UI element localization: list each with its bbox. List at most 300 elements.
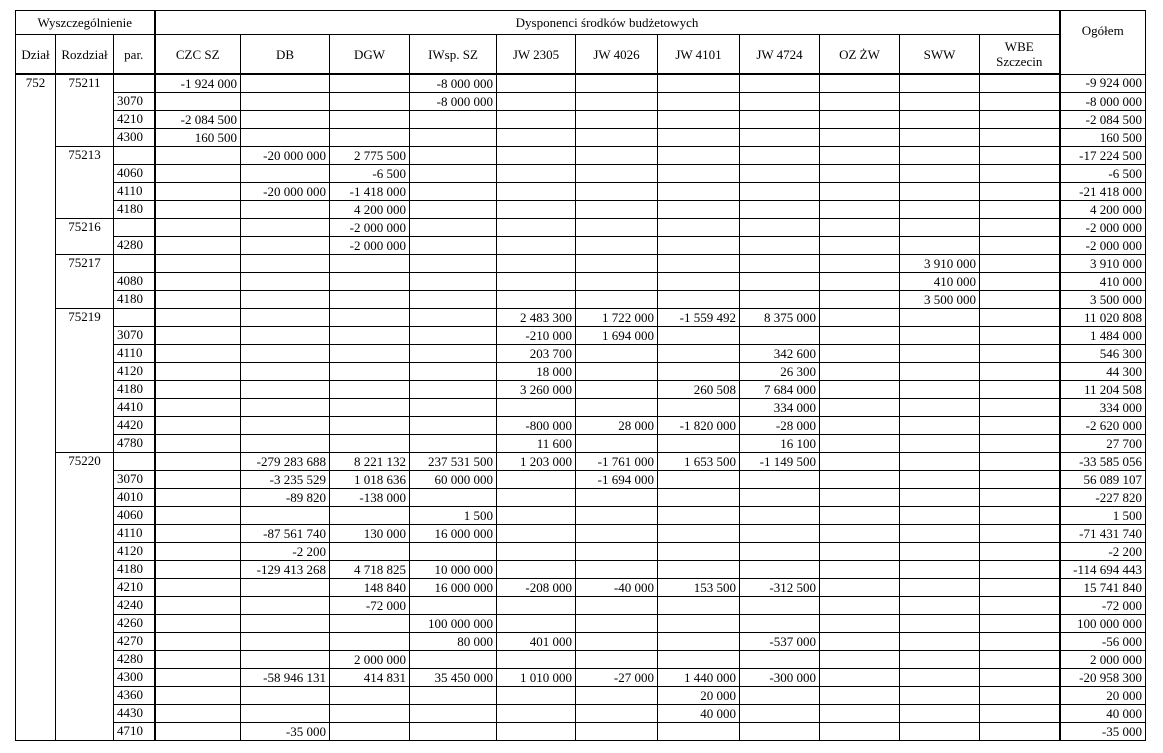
total-cell: 44 300: [1060, 363, 1146, 381]
paragraf-cell: 4120: [114, 543, 155, 561]
value-cell: [576, 723, 658, 741]
table-row: [16, 435, 1146, 453]
paragraf-cell: 4300: [114, 669, 155, 687]
value-cell: 237 531 500: [410, 453, 497, 471]
value-cell: [900, 471, 980, 489]
table-row: [16, 129, 1146, 147]
paragraf-cell: 4010: [114, 489, 155, 507]
value-cell: [658, 363, 740, 381]
value-cell: [820, 399, 900, 417]
value-cell: [241, 291, 330, 309]
value-cell: [576, 399, 658, 417]
value-cell: [820, 345, 900, 363]
value-cell: [980, 111, 1060, 129]
table-row: [16, 291, 1146, 309]
value-cell: [155, 471, 241, 489]
value-cell: [410, 687, 497, 705]
value-cell: [820, 201, 900, 219]
value-cell: [658, 237, 740, 255]
value-cell: [330, 615, 410, 633]
value-cell: [330, 273, 410, 291]
value-cell: [241, 579, 330, 597]
value-cell: [820, 417, 900, 435]
value-cell: [497, 561, 576, 579]
table-row: [16, 255, 1146, 273]
value-cell: [900, 723, 980, 741]
paragraf-cell: 4780: [114, 435, 155, 453]
value-cell: [576, 93, 658, 111]
value-cell: 3 500 000: [900, 291, 980, 309]
value-cell: [410, 273, 497, 291]
value-cell: [497, 597, 576, 615]
value-cell: [740, 615, 820, 633]
value-cell: 401 000: [497, 633, 576, 651]
value-cell: 16 000 000: [410, 579, 497, 597]
value-cell: [820, 291, 900, 309]
value-cell: [576, 291, 658, 309]
paragraf-cell: 4180: [114, 381, 155, 399]
value-cell: [740, 525, 820, 543]
table-row: [16, 489, 1146, 507]
header-col: JW 4026: [576, 35, 658, 75]
paragraf-cell: 4280: [114, 651, 155, 669]
value-cell: 4 200 000: [330, 201, 410, 219]
value-cell: -58 946 131: [241, 669, 330, 687]
table-row: [16, 183, 1146, 201]
value-cell: [576, 435, 658, 453]
value-cell: [410, 651, 497, 669]
paragraf-cell: 4210: [114, 111, 155, 129]
value-cell: [820, 705, 900, 723]
header-col: CZC SZ: [155, 35, 241, 75]
total-cell: -71 431 740: [1060, 525, 1146, 543]
total-cell: 546 300: [1060, 345, 1146, 363]
value-cell: [900, 489, 980, 507]
value-cell: [576, 633, 658, 651]
value-cell: [576, 147, 658, 165]
value-cell: [658, 111, 740, 129]
value-cell: [330, 705, 410, 723]
value-cell: [330, 129, 410, 147]
value-cell: -800 000: [497, 417, 576, 435]
value-cell: [497, 237, 576, 255]
value-cell: -20 000 000: [241, 183, 330, 201]
value-cell: 1 653 500: [658, 453, 740, 471]
value-cell: [900, 525, 980, 543]
value-cell: -138 000: [330, 489, 410, 507]
value-cell: -8 000 000: [410, 93, 497, 111]
value-cell: [410, 597, 497, 615]
value-cell: [740, 651, 820, 669]
value-cell: [900, 615, 980, 633]
value-cell: [241, 399, 330, 417]
value-cell: 16 100: [740, 435, 820, 453]
value-cell: [330, 363, 410, 381]
value-cell: [900, 633, 980, 651]
value-cell: 26 300: [740, 363, 820, 381]
value-cell: [740, 687, 820, 705]
value-cell: [497, 201, 576, 219]
value-cell: [740, 219, 820, 237]
value-cell: [330, 111, 410, 129]
value-cell: [980, 183, 1060, 201]
value-cell: [241, 219, 330, 237]
total-cell: -114 694 443: [1060, 561, 1146, 579]
value-cell: [658, 399, 740, 417]
value-cell: [241, 111, 330, 129]
rozdzial-cell: 75220: [56, 453, 114, 741]
value-cell: [900, 507, 980, 525]
value-cell: [658, 543, 740, 561]
value-cell: [980, 471, 1060, 489]
value-cell: 130 000: [330, 525, 410, 543]
paragraf-cell: [114, 74, 155, 93]
value-cell: [155, 363, 241, 381]
value-cell: -27 000: [576, 669, 658, 687]
value-cell: [576, 615, 658, 633]
value-cell: 35 450 000: [410, 669, 497, 687]
value-cell: [497, 471, 576, 489]
value-cell: [740, 561, 820, 579]
total-cell: 1 500: [1060, 507, 1146, 525]
value-cell: [980, 219, 1060, 237]
value-cell: 148 840: [330, 579, 410, 597]
value-cell: [330, 399, 410, 417]
value-cell: [241, 687, 330, 705]
value-cell: [241, 165, 330, 183]
value-cell: [155, 273, 241, 291]
value-cell: [497, 543, 576, 561]
value-cell: [241, 74, 330, 93]
value-cell: [740, 489, 820, 507]
table-row: [16, 561, 1146, 579]
paragraf-cell: 4110: [114, 525, 155, 543]
value-cell: [980, 705, 1060, 723]
value-cell: [658, 291, 740, 309]
value-cell: [740, 723, 820, 741]
value-cell: -129 413 268: [241, 561, 330, 579]
value-cell: [820, 633, 900, 651]
value-cell: [820, 507, 900, 525]
value-cell: [497, 525, 576, 543]
value-cell: 4 718 825: [330, 561, 410, 579]
value-cell: [155, 705, 241, 723]
value-cell: [820, 453, 900, 471]
value-cell: [155, 183, 241, 201]
paragraf-cell: 4410: [114, 399, 155, 417]
paragraf-cell: 4240: [114, 597, 155, 615]
value-cell: [900, 345, 980, 363]
value-cell: 1 018 636: [330, 471, 410, 489]
value-cell: [900, 669, 980, 687]
total-cell: 1 484 000: [1060, 327, 1146, 345]
value-cell: [410, 183, 497, 201]
table-row: [16, 147, 1146, 165]
value-cell: [330, 543, 410, 561]
value-cell: [820, 129, 900, 147]
paragraf-cell: 4420: [114, 417, 155, 435]
header-col: JW 4101: [658, 35, 740, 75]
value-cell: [820, 435, 900, 453]
value-cell: -1 761 000: [576, 453, 658, 471]
value-cell: [900, 399, 980, 417]
value-cell: [740, 129, 820, 147]
value-cell: [497, 74, 576, 93]
value-cell: 40 000: [658, 705, 740, 723]
value-cell: [241, 129, 330, 147]
value-cell: [658, 615, 740, 633]
value-cell: [410, 399, 497, 417]
value-cell: [497, 723, 576, 741]
value-cell: [576, 74, 658, 93]
value-cell: [980, 723, 1060, 741]
total-cell: -35 000: [1060, 723, 1146, 741]
value-cell: [155, 291, 241, 309]
header-dzial: Dział: [16, 35, 56, 75]
paragraf-cell: 4430: [114, 705, 155, 723]
value-cell: [980, 543, 1060, 561]
value-cell: [900, 687, 980, 705]
table-row: [16, 74, 1146, 93]
value-cell: [330, 327, 410, 345]
value-cell: [330, 309, 410, 327]
total-cell: 410 000: [1060, 273, 1146, 291]
paragraf-cell: 3070: [114, 327, 155, 345]
budget-table: [15, 10, 1146, 741]
value-cell: [980, 417, 1060, 435]
value-cell: [330, 291, 410, 309]
total-cell: -227 820: [1060, 489, 1146, 507]
table-row: [16, 381, 1146, 399]
value-cell: [330, 435, 410, 453]
value-cell: [980, 381, 1060, 399]
value-cell: [241, 309, 330, 327]
value-cell: [410, 147, 497, 165]
value-cell: [980, 129, 1060, 147]
value-cell: [740, 471, 820, 489]
value-cell: [410, 309, 497, 327]
paragraf-cell: [114, 147, 155, 165]
value-cell: [900, 219, 980, 237]
value-cell: [330, 507, 410, 525]
value-cell: [740, 705, 820, 723]
table-row: [16, 417, 1146, 435]
value-cell: [241, 417, 330, 435]
value-cell: [241, 327, 330, 345]
value-cell: [980, 399, 1060, 417]
table-row: [16, 669, 1146, 687]
total-cell: -20 958 300: [1060, 669, 1146, 687]
rozdzial-cell: 75213: [56, 147, 114, 219]
value-cell: [155, 345, 241, 363]
value-cell: [820, 219, 900, 237]
table-row: [16, 633, 1146, 651]
paragraf-cell: 4270: [114, 633, 155, 651]
value-cell: [155, 93, 241, 111]
total-cell: 11 020 808: [1060, 309, 1146, 327]
value-cell: 8 221 132: [330, 453, 410, 471]
value-cell: [155, 543, 241, 561]
value-cell: [155, 507, 241, 525]
value-cell: 1 500: [410, 507, 497, 525]
header-rozdzial: Rozdział: [56, 35, 114, 75]
value-cell: -72 000: [330, 597, 410, 615]
value-cell: [658, 507, 740, 525]
value-cell: [155, 417, 241, 435]
value-cell: [900, 561, 980, 579]
value-cell: [497, 615, 576, 633]
value-cell: [980, 309, 1060, 327]
value-cell: [410, 543, 497, 561]
total-cell: 3 500 000: [1060, 291, 1146, 309]
value-cell: [576, 255, 658, 273]
value-cell: [155, 453, 241, 471]
paragraf-cell: 4060: [114, 507, 155, 525]
value-cell: -1 924 000: [155, 74, 241, 93]
value-cell: 8 375 000: [740, 309, 820, 327]
table-row: [16, 687, 1146, 705]
value-cell: [658, 525, 740, 543]
value-cell: [980, 489, 1060, 507]
value-cell: [576, 129, 658, 147]
value-cell: [900, 74, 980, 93]
value-cell: [576, 525, 658, 543]
total-cell: 20 000: [1060, 687, 1146, 705]
paragraf-cell: 4300: [114, 129, 155, 147]
value-cell: [410, 165, 497, 183]
value-cell: 1 203 000: [497, 453, 576, 471]
value-cell: [900, 93, 980, 111]
value-cell: 1 440 000: [658, 669, 740, 687]
total-cell: -21 418 000: [1060, 183, 1146, 201]
value-cell: -6 500: [330, 165, 410, 183]
header-col: DGW: [330, 35, 410, 75]
value-cell: 18 000: [497, 363, 576, 381]
value-cell: [410, 201, 497, 219]
value-cell: [658, 273, 740, 291]
value-cell: [410, 489, 497, 507]
value-cell: -8 000 000: [410, 74, 497, 93]
value-cell: 1 010 000: [497, 669, 576, 687]
value-cell: [155, 165, 241, 183]
value-cell: [576, 273, 658, 291]
value-cell: [155, 147, 241, 165]
header-col: WBE Szczecin: [980, 35, 1060, 75]
value-cell: [330, 381, 410, 399]
total-cell: -2 000 000: [1060, 237, 1146, 255]
paragraf-cell: 4120: [114, 363, 155, 381]
total-cell: 15 741 840: [1060, 579, 1146, 597]
value-cell: [410, 111, 497, 129]
value-cell: [241, 237, 330, 255]
table-row: [16, 597, 1146, 615]
paragraf-cell: [114, 453, 155, 471]
value-cell: [820, 381, 900, 399]
value-cell: [980, 669, 1060, 687]
value-cell: [820, 93, 900, 111]
value-cell: [330, 345, 410, 363]
value-cell: [980, 74, 1060, 93]
total-cell: -56 000: [1060, 633, 1146, 651]
value-cell: [241, 615, 330, 633]
header-dysponenci: Dysponenci środków budżetowych: [155, 11, 1060, 35]
table-row: [16, 273, 1146, 291]
value-cell: [155, 327, 241, 345]
table-row: [16, 201, 1146, 219]
value-cell: [497, 273, 576, 291]
value-cell: [410, 291, 497, 309]
value-cell: [820, 74, 900, 93]
header-row-top: [16, 11, 1146, 35]
value-cell: [820, 165, 900, 183]
value-cell: [155, 219, 241, 237]
table-row: [16, 453, 1146, 471]
value-cell: 414 831: [330, 669, 410, 687]
header-par: par.: [114, 35, 155, 75]
value-cell: -3 235 529: [241, 471, 330, 489]
value-cell: [980, 93, 1060, 111]
value-cell: [410, 381, 497, 399]
value-cell: [576, 597, 658, 615]
value-cell: [820, 309, 900, 327]
value-cell: [980, 201, 1060, 219]
value-cell: 10 000 000: [410, 561, 497, 579]
value-cell: [980, 237, 1060, 255]
value-cell: [900, 147, 980, 165]
value-cell: 342 600: [740, 345, 820, 363]
total-cell: 40 000: [1060, 705, 1146, 723]
total-cell: 4 200 000: [1060, 201, 1146, 219]
paragraf-cell: [114, 219, 155, 237]
total-cell: -72 000: [1060, 597, 1146, 615]
value-cell: -2 000 000: [330, 219, 410, 237]
value-cell: 60 000 000: [410, 471, 497, 489]
paragraf-cell: 4110: [114, 183, 155, 201]
total-cell: -8 000 000: [1060, 93, 1146, 111]
value-cell: [740, 165, 820, 183]
value-cell: [576, 651, 658, 669]
value-cell: [900, 309, 980, 327]
paragraf-cell: 3070: [114, 471, 155, 489]
value-cell: -537 000: [740, 633, 820, 651]
value-cell: [980, 273, 1060, 291]
value-cell: 28 000: [576, 417, 658, 435]
value-cell: [658, 435, 740, 453]
value-cell: [740, 93, 820, 111]
value-cell: -312 500: [740, 579, 820, 597]
value-cell: [658, 165, 740, 183]
value-cell: 160 500: [155, 129, 241, 147]
value-cell: [658, 147, 740, 165]
value-cell: -2 084 500: [155, 111, 241, 129]
value-cell: [820, 597, 900, 615]
value-cell: [820, 255, 900, 273]
value-cell: -28 000: [740, 417, 820, 435]
value-cell: 11 600: [497, 435, 576, 453]
value-cell: 1 694 000: [576, 327, 658, 345]
value-cell: [576, 381, 658, 399]
value-cell: [900, 237, 980, 255]
table-row: [16, 237, 1146, 255]
value-cell: [980, 579, 1060, 597]
total-cell: 100 000 000: [1060, 615, 1146, 633]
value-cell: [820, 363, 900, 381]
header-col: OZ ŻW: [820, 35, 900, 75]
value-cell: [980, 435, 1060, 453]
value-cell: -1 559 492: [658, 309, 740, 327]
value-cell: [241, 633, 330, 651]
value-cell: -210 000: [497, 327, 576, 345]
